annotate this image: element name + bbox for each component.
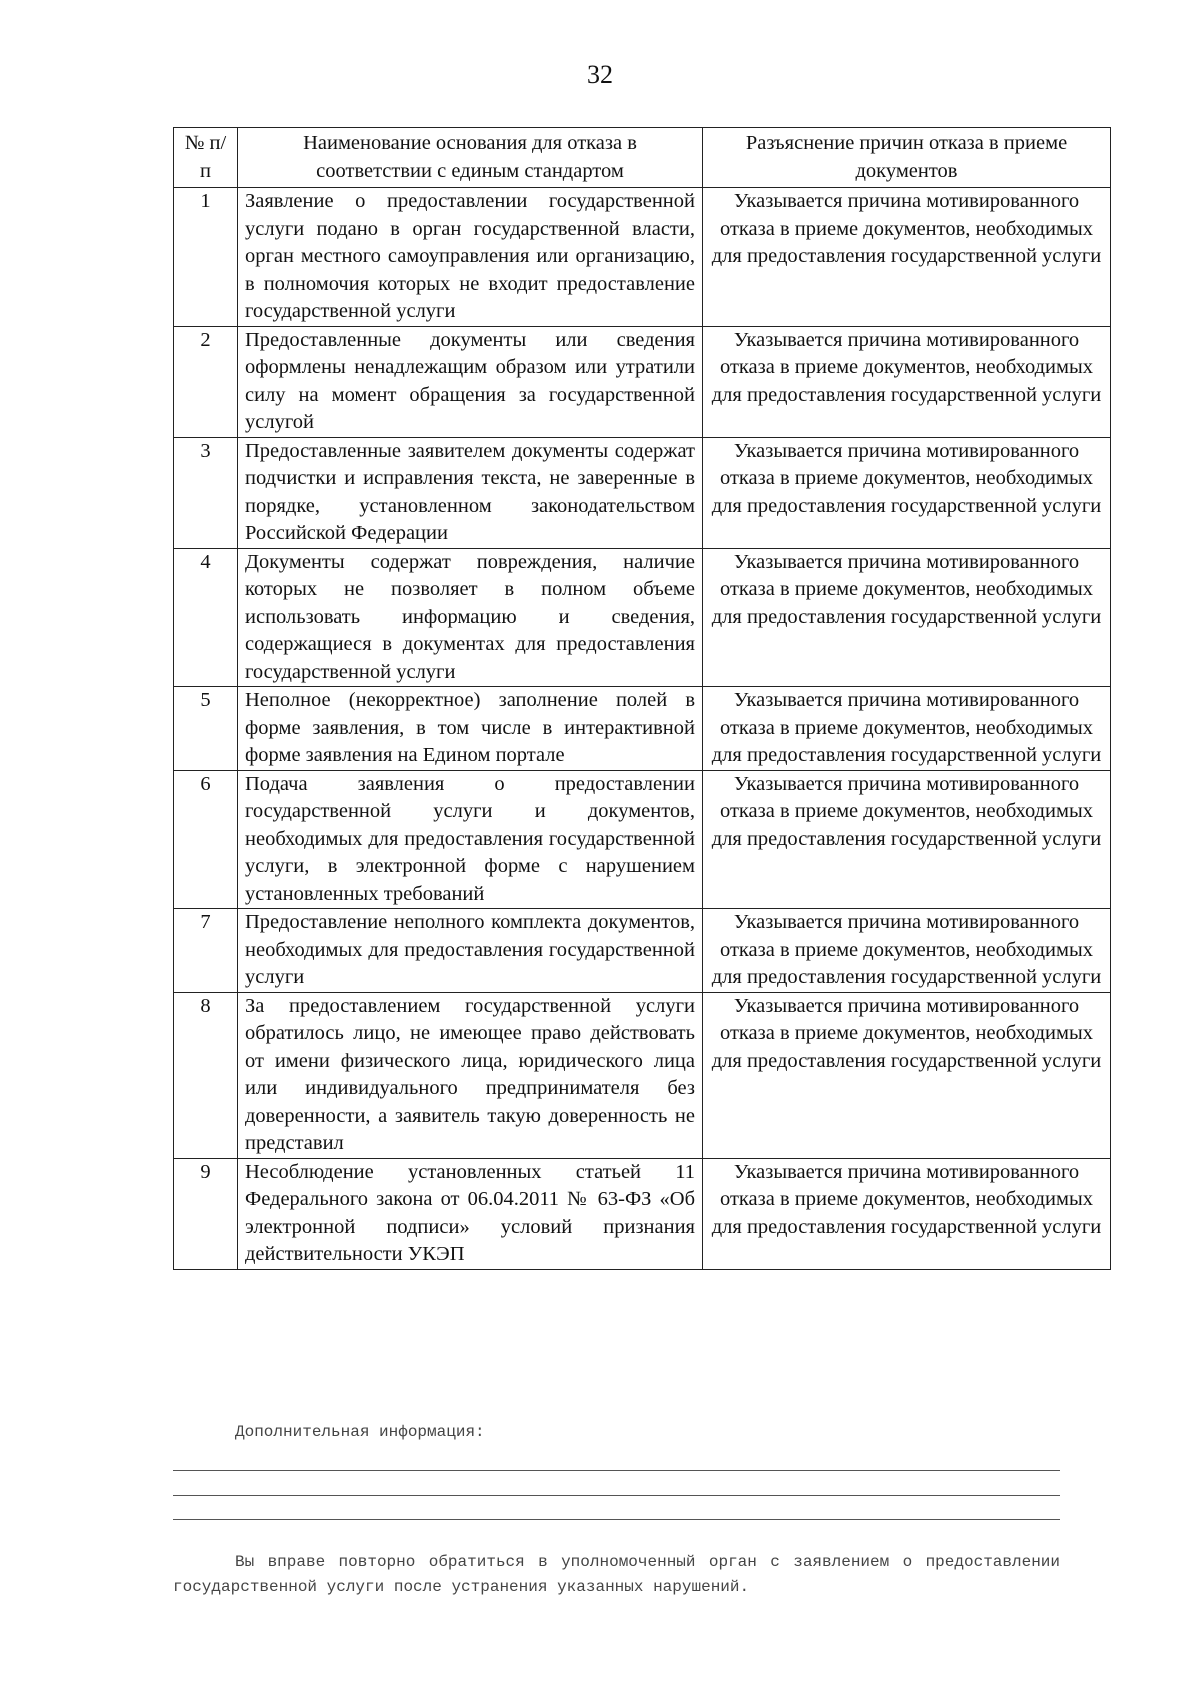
additional-info-line [173, 1519, 1060, 1520]
refusal-explanation: Указывается причина мотивированного отказа в приеме документов, необходимых для предоставления государственной услуги [703, 770, 1111, 909]
row-number: 9 [174, 1158, 238, 1269]
refusal-ground: Предоставление неполного комплекта документов, необходимых для предоставления государственной услуги [238, 909, 703, 993]
row-number: 7 [174, 909, 238, 993]
refusal-explanation: Указывается причина мотивированного отказа в приеме документов, необходимых для предоставления государственной услуги [703, 1158, 1111, 1269]
refusal-ground: Документы содержат повреждения, наличие которых не позволяет в полном объеме использовать информацию и сведения, содержащиеся в документах для предоставления государственной услуги [238, 548, 703, 687]
page-number: 32 [587, 60, 613, 89]
refusal-explanation: Указывается причина мотивированного отказа в приеме документов, необходимых для предоставления государственной услуги [703, 548, 1111, 687]
refusal-ground: Неполное (некорректное) заполнение полей в форме заявления, в том числе в интерактивной форме заявления на Едином портале [238, 687, 703, 771]
refusal-ground: Несоблюдение установленных статьей 11 Федерального закона от 06.04.2011 № 63-ФЗ «Об электронной подписи» условий признания действительности УКЭП [238, 1158, 703, 1269]
table-row [174, 437, 1111, 548]
refusal-ground: Подача заявления о предоставлении государственной услуги и документов, необходимых для предоставления государственной услуги, в электронной форме с нарушением установленных требований [238, 770, 703, 909]
refusal-ground: Предоставленные заявителем документы содержат подчистки и исправления текста, не заверенные в порядке, установленном законодательством Российской Федерации [238, 437, 703, 548]
refusal-explanation: Указывается причина мотивированного отказа в приеме документов, необходимых для предоставления государственной услуги [703, 687, 1111, 771]
table-row [174, 909, 1111, 993]
header-number: № п/п [174, 128, 238, 188]
table-row [174, 548, 1111, 687]
row-number: 1 [174, 188, 238, 327]
table-row [174, 992, 1111, 1158]
table-row [174, 687, 1111, 771]
header-explanation: Разъяснение причин отказа в приеме документов [703, 128, 1111, 188]
refusal-ground: Заявление о предоставлении государственной услуги подано в орган государственной власти, орган местного самоуправления или организацию, в полномочия которых не входит предоставление государственной услуги [238, 188, 703, 327]
refusal-ground: За предоставлением государственной услуги обратилось лицо, не имеющее право действовать от имени физического лица, юридического лица или индивидуального предпринимателя без доверенности, а заявитель такую доверенность не представил [238, 992, 703, 1158]
refusal-explanation: Указывается причина мотивированного отказа в приеме документов, необходимых для предоставления государственной услуги [703, 437, 1111, 548]
refusal-explanation: Указывается причина мотивированного отказа в приеме документов, необходимых для предоставления государственной услуги [703, 909, 1111, 993]
additional-info-line [173, 1470, 1060, 1471]
refusal-explanation: Указывается причина мотивированного отказа в приеме документов, необходимых для предоставления государственной услуги [703, 188, 1111, 327]
table-header-row [174, 128, 1111, 188]
refusal-explanation: Указывается причина мотивированного отказа в приеме документов, необходимых для предоставления государственной услуги [703, 326, 1111, 437]
refusal-grounds-table [173, 127, 1111, 1270]
table-row [174, 1158, 1111, 1269]
table-row [174, 770, 1111, 909]
row-number: 5 [174, 687, 238, 771]
resubmission-notice: Вы вправе повторно обратиться в уполномоченный орган с заявлением о предоставлении государственной услуги после устранения указанных нарушений. [173, 1553, 1060, 1596]
refusal-ground: Предоставленные документы или сведения оформлены ненадлежащим образом или утратили силу на момент обращения за государственной услугой [238, 326, 703, 437]
row-number: 8 [174, 992, 238, 1158]
additional-info-label: Дополнительная информация: [235, 1423, 485, 1441]
header-ground: Наименование основания для отказа в соответствии с единым стандартом [238, 128, 703, 188]
table-row [174, 326, 1111, 437]
refusal-explanation: Указывается причина мотивированного отказа в приеме документов, необходимых для предоставления государственной услуги [703, 992, 1111, 1158]
row-number: 6 [174, 770, 238, 909]
row-number: 4 [174, 548, 238, 687]
table-row [174, 188, 1111, 327]
row-number: 2 [174, 326, 238, 437]
row-number: 3 [174, 437, 238, 548]
additional-info-line [173, 1495, 1060, 1496]
